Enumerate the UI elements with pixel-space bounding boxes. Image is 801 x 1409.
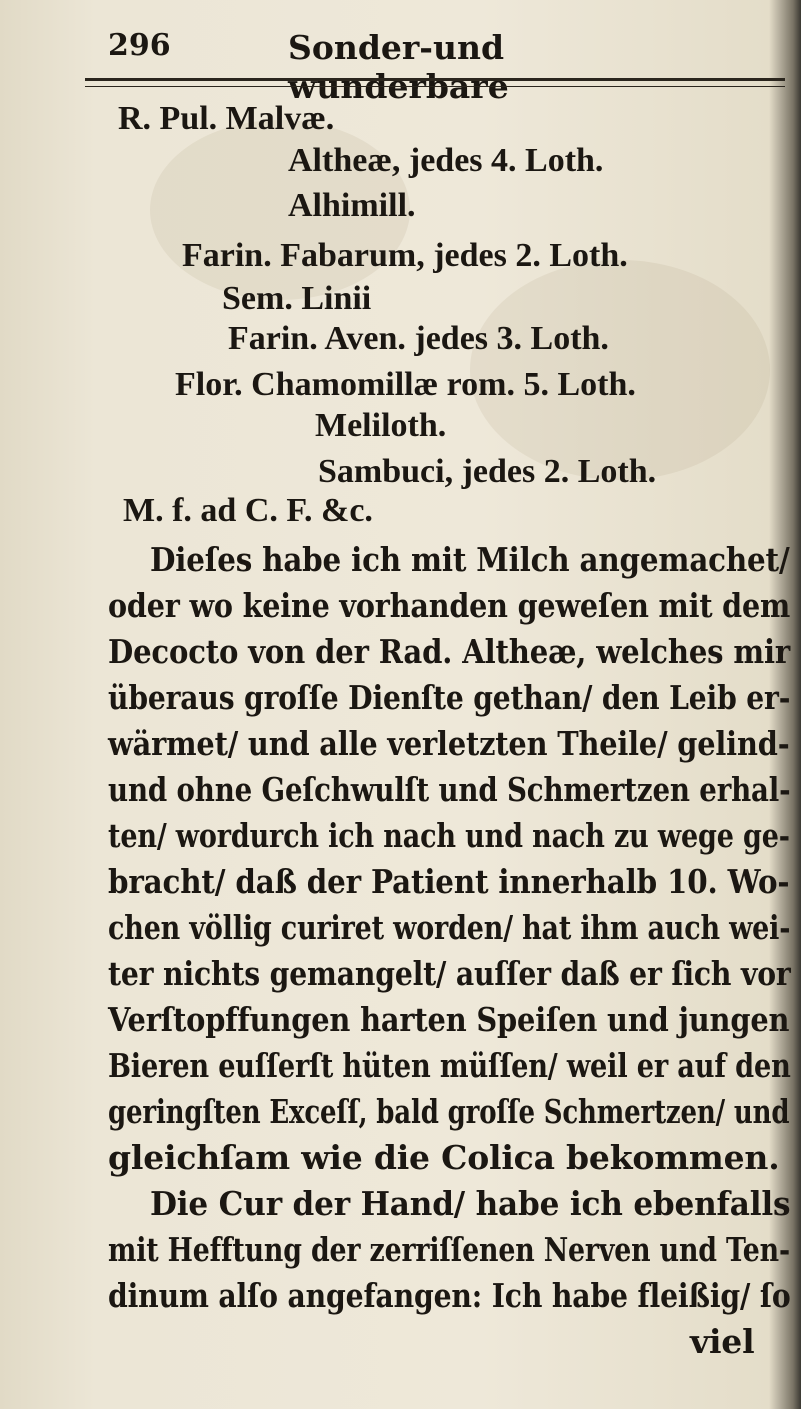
text-line: oder wo keine vorhanden geweſen mit dem [108,586,791,625]
prescription-line: M. f. ad C. F. &c. [123,492,373,529]
text-line: geringſten Exceſſ, bald groſſe Schmertzen/ und [108,1092,790,1131]
text-line: gleichſam wie die Colica bekommen. [108,1138,780,1177]
text-line: Verſtopffungen harten Speiſen und jungen [108,1000,790,1039]
text-line: und ohne Geſchwulſt und Schmertzen erhal- [108,770,791,809]
header-rule [85,78,785,87]
prescription-line: Altheæ, jedes 4. Loth. [288,142,604,179]
prescription-line: Flor. Chamomillæ rom. 5. Loth. [175,366,636,403]
text-line: ten/ wordurch ich nach und nach zu wege ge- [108,816,790,855]
text-line: mit Hefftung der zerriſſenen Nerven und Ten- [108,1230,790,1269]
text-line: wärmet/ und alle verletzten Theile/ gelind- [108,724,790,763]
text-line: Dieſes habe ich mit Milch angemachet/ [150,540,790,579]
prescription-line: Sem. Linii [222,280,372,317]
prescription-line: Farin. Aven. jedes 3. Loth. [228,320,609,357]
running-title: Sonder-und wunderbare [288,28,509,106]
text-line: dinum alſo angefangen: Ich habe fleißig/ ſo [108,1276,791,1315]
text-line: Bieren euſſerſt hüten müſſen/ weil er auf den [108,1046,791,1085]
prescription-line: Farin. Fabarum, jedes 2. Loth. [182,237,628,274]
prescription-line: Sambuci, jedes 2. Loth. [318,453,657,490]
prescription-line: Meliloth. [315,407,447,444]
prescription-line: R. Pul. Malvæ. [118,100,335,137]
catchword: viel [690,1322,755,1361]
text-line: ter nichts gemangelt/ auſſer daß er ſich vor [108,954,791,993]
page-number: 296 [108,28,171,63]
text-line: chen völlig curiret worden/ hat ihm auch wei- [108,908,791,947]
page-header [108,28,728,106]
prescription-line: Alhimill. [288,187,416,224]
text-line: Decocto von der Rad. Altheæ, welches mir [108,632,791,671]
text-line: bracht/ daß der Patient innerhalb 10. Wo- [108,862,790,901]
text-line: überaus groſſe Dienſte gethan/ den Leib er- [108,678,791,717]
text-line: Die Cur der Hand/ habe ich ebenfalls [150,1184,791,1223]
